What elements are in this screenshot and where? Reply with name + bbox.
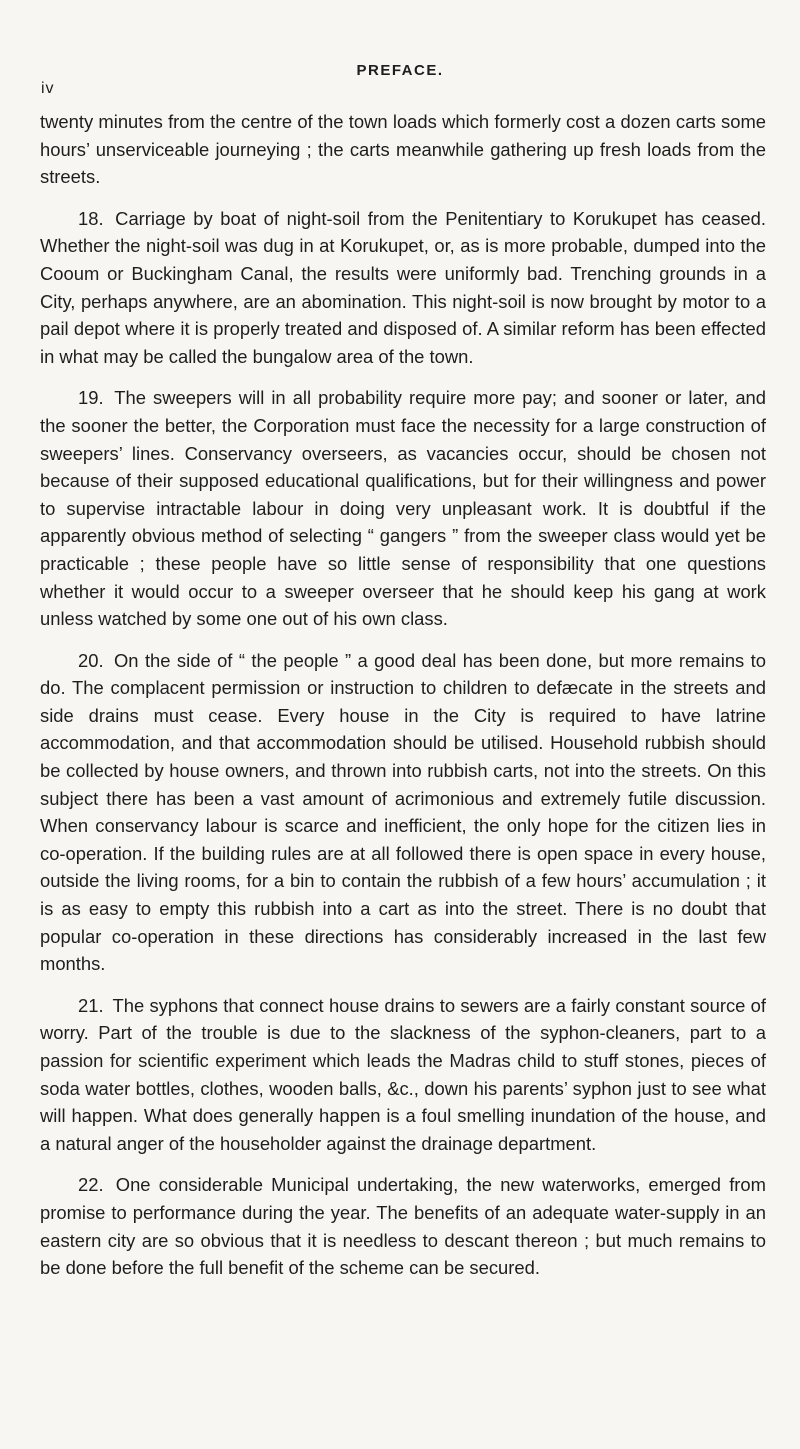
paragraph-19 <box>40 384 766 632</box>
paragraph-18 <box>40 205 766 371</box>
paragraph-number: 19. <box>78 387 104 409</box>
paragraph-number: 21. <box>78 994 104 1016</box>
paragraph-20 <box>40 647 766 978</box>
paragraph-text: On the side of “ the people ” a good deal has been done, but more remains to do. The complacent permission or instruction to children to defæcate in the streets and side drains must cease. Every house in the City is required to have latrine accommodation, and that accommodation should be utilised. Household rubbish should be collected by house owners, and thrown into rubbish carts, not into the streets. On this subject there has been a vast amount of acrimonious and extremely futile discussion. When conservancy labour is scarce and inefficient, the only hope for the citizen lies in co-operation. If the building rules are at all followed there is open space in every house, outside the living rooms, for a bin to contain the rubbish of a few hours’ accumulation ; it is as easy to empty this rubbish into a cart as into the street. There is no doubt that popular co-operation in these directions has considerably increased in the last few months. <box>40 649 766 975</box>
page-number: iv <box>41 80 55 97</box>
paragraph-number: 20. <box>78 649 104 671</box>
paragraph-text: One considerable Municipal undertaking, the new waterworks, emerged from promise to performance during the year. The benefits of an adequate water-supply in an eastern city are so obvious that it is needless to descant thereon ; but much remains to be done before the full benefit of the scheme can be secured. <box>40 1174 766 1279</box>
paragraph-21 <box>40 992 766 1158</box>
paragraph-22 <box>40 1171 766 1281</box>
body-text <box>40 108 766 1296</box>
paragraph-number: 18. <box>78 207 104 229</box>
paragraph-text: Carriage by boat of night-soil from the Penitentiary to Korukupet has ceased. Whether the night-soil was dug in at Korukupet, or, as is more probable, dumped into the Cooum or Buckingham Canal, the results were uniformly bad. Trenching grounds in a City, perhaps anywhere, are an abomination. This night-soil is now brought by motor to a pail depot where it is properly treated and disposed of. A similar reform has been effected in what may be called the bungalow area of the town. <box>40 207 766 367</box>
page-header <box>0 62 800 97</box>
paragraph-text: twenty minutes from the centre of the town loads which formerly cost a dozen carts some hours’ unserviceable journeying ; the carts meanwhile gathering up fresh loads from the streets. <box>40 111 766 188</box>
paragraph-number: 22. <box>78 1174 104 1196</box>
paragraph-text: The syphons that connect house drains to sewers are a fairly constant source of worry. Part of the trouble is due to the slackness of the syphon-cleaners, part to a passion for scientific experiment which leads the Madras child to stuff stones, pieces of soda water bottles, clothes, wooden balls, &c., down his parents’ syphon just to see what will happen. What does generally happen is a foul smelling inundation of the house, and a natural anger of the householder against the drainage department. <box>40 994 766 1154</box>
paragraph-continued <box>40 108 766 191</box>
paragraph-text: The sweepers will in all probability require more pay; and sooner or later, and the sooner the better, the Corporation must face the necessity for a large construction of sweepers’ lines. Conservancy overseers, as vacancies occur, should be chosen not because of their supposed educational qualifications, but for their willingness and power to supervise intractable labour in doing very unpleasant work. It is doubtful if the apparently obvious method of selecting “ gangers ” from the sweeper class would yet be practicable ; these people have so little sense of responsibility that one questions whether it would occur to a sweeper overseer that he should keep his gang at work unless watched by some one out of his own class. <box>40 387 766 630</box>
running-head: PREFACE. <box>356 62 444 79</box>
